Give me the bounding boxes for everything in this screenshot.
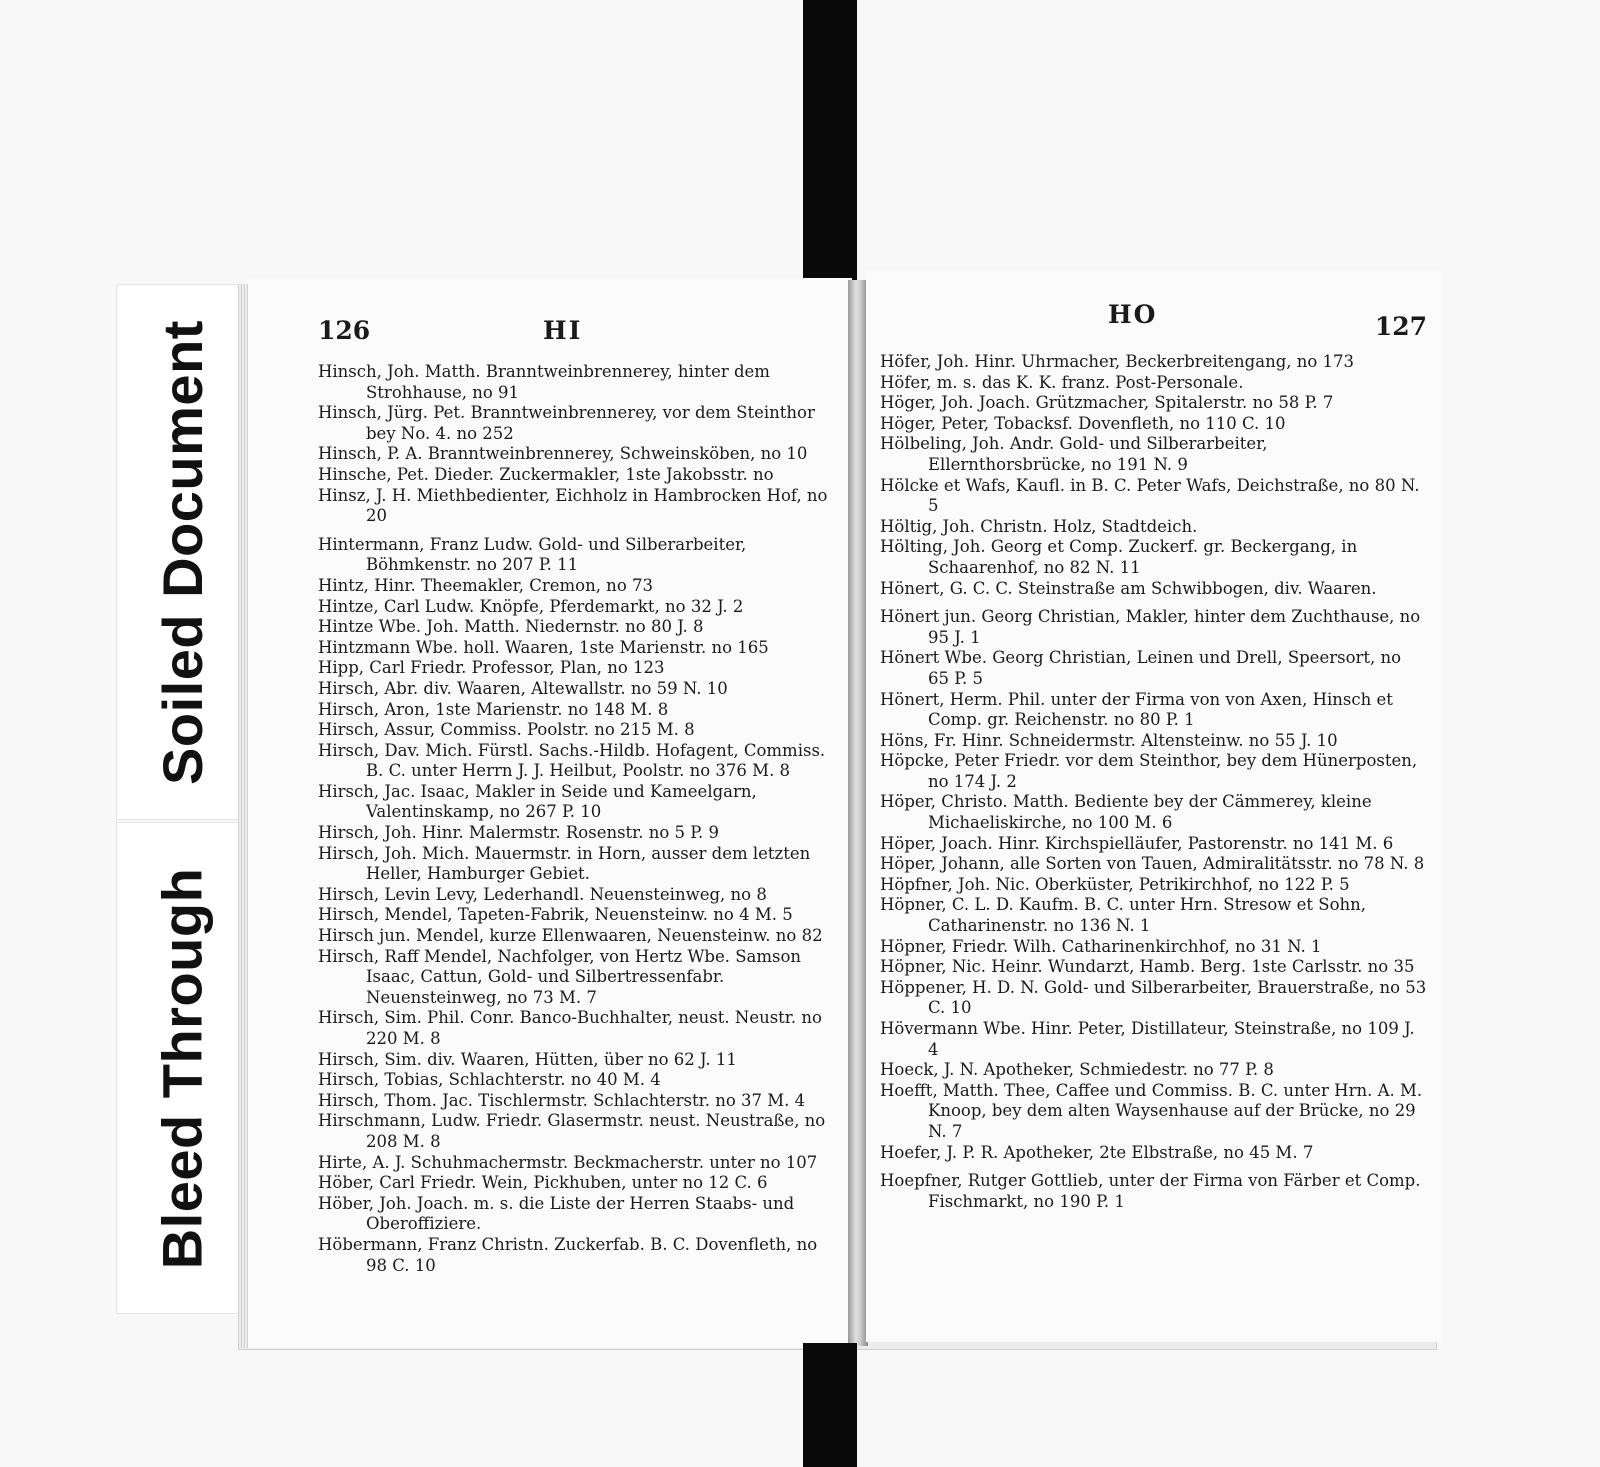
directory-entry: Höfer, Joh. Hinr. Uhrmacher, Beckerbreitengang, no 173 [880,352,1355,371]
right-page-number: 127 [1374,312,1427,341]
directory-entry: Hinsz, J. H. Miethbedienter, Eichholz in Hambrocken Hof, no 20 [318,485,828,526]
directory-entry: Hinsche, Pet. Dieder. Zuckermakler, 1ste Jakobsstr. no [318,464,774,484]
directory-entry: Hinsch, Joh. Matth. Branntweinbrennerey, hinter dem Strohhause, no 91 [318,362,770,402]
directory-entry: Höber, Joh. Joach. m. s. die Liste der Herren Staabs- und Oberoffiziere. [318,1193,795,1234]
right-running-head: HO [1108,300,1158,329]
directory-entry: Hinsch, P. A. Branntweinbrennerey, Schweinsköben, no 10 [318,444,808,464]
directory-entry: Hintze, Carl Ludw. Knöpfe, Pferdemarkt, no 32 J. 2 [318,596,744,616]
bleed-through-text: Bleed Through [150,867,214,1269]
left-page-header [318,316,838,360]
directory-entry: Hirsch, Sim. div. Waaren, Hütten, über no 62 J. 11 [318,1049,737,1069]
directory-entry: Höper, Johann, alle Sorten von Tauen, Admiralitätsstr. no 78 N. 8 [880,854,1425,874]
bleed-through-label [116,822,248,1314]
directory-entry: Hirsch, Mendel, Tapeten-Fabrik, Neuensteinw. no 4 M. 5 [318,905,793,925]
left-running-head: HI [543,316,583,345]
left-page-number: 126 [318,316,371,345]
directory-entry: Hirsch, Abr. div. Waaren, Altewallstr. no 59 N. 10 [318,678,728,698]
directory-entry: Hoefer, J. P. R. Apotheker, 2te Elbstraße, no 45 M. 7 [880,1142,1314,1162]
soiled-document-label [116,284,248,820]
directory-entry: Hirsch, Joh. Hinr. Malermstr. Rosenstr. no 5 P. 9 [318,823,720,843]
directory-entry: Hönert, Herm. Phil. unter der Firma von von Axen, Hinsch et Comp. gr. Reichenstr. no 80 P. 1 [880,689,1393,730]
binding-clip-top [803,0,857,280]
directory-entry: Höpfner, Joh. Nic. Oberküster, Petrikirchhof, no 122 P. 5 [880,874,1350,894]
binding-clip-bottom [803,1343,857,1467]
directory-entry: Hirsch, Aron, 1ste Marienstr. no 148 M. 8 [318,699,669,719]
directory-entry: Hirsch, Assur, Commiss. Poolstr. no 215 M. 8 [318,720,695,740]
directory-entry: Hirsch, Jac. Isaac, Makler in Seide und Kameelgarn, Valentinskamp, no 267 P. 10 [318,781,757,822]
directory-entry: Hoepfner, Rutger Gottlieb, unter der Firma von Färber et Comp. Fischmarkt, no 190 P. 1 [880,1171,1421,1211]
directory-entry: Höber, Carl Friedr. Wein, Pickhuben, unter no 12 C. 6 [318,1173,768,1193]
directory-entry: Höger, Peter, Tobacksf. Dovenfleth, no 110 C. 10 [880,413,1286,433]
directory-entry: Höppener, H. D. N. Gold- und Silberarbeiter, Brauerstraße, no 53 C. 10 [880,977,1427,1018]
directory-entry: Hönert Wbe. Georg Christian, Leinen und Drell, Speersort, no 65 P. 5 [880,648,1402,688]
directory-entry: Hönert, G. C. C. Steinstraße am Schwibbogen, div. Waaren. [880,578,1377,598]
directory-entry: Hirsch, Sim. Phil. Conr. Banco-Buchhalter, neust. Neustr. no 220 M. 8 [318,1008,822,1048]
directory-entry: Hirsch, Levin Levy, Lederhandl. Neuensteinweg, no 8 [318,884,767,904]
directory-entry: Hirsch, Thom. Jac. Tischlermstr. Schlachterstr. no 37 M. 4 [318,1090,806,1110]
directory-entry: Hölcke et Wafs, Kaufl. in B. C. Peter Wafs, Deichstraße, no 80 N. 5 [880,475,1420,516]
directory-entry: Hirsch, Joh. Mich. Mauermstr. in Horn, ausser dem letzten Heller, Hamburger Gebiet. [318,843,811,884]
directory-entry: Hölting, Joh. Georg et Comp. Zuckerf. gr. Beckergang, in Schaarenhof, no 82 N. 11 [880,537,1358,577]
directory-entry: Hirschmann, Ludw. Friedr. Glasermstr. neust. Neustraße, no 208 M. 8 [318,1111,826,1151]
directory-entry: Hoeck, J. N. Apotheker, Schmiedestr. no 77 P. 8 [880,1060,1274,1080]
directory-entry: Hintermann, Franz Ludw. Gold- und Silberarbeiter, Böhmkenstr. no 207 P. 11 [318,534,747,575]
directory-entry: Höpner, C. L. D. Kaufm. B. C. unter Hrn. Stresow et Sohn, Catharinenstr. no 136 N. 1 [880,895,1367,936]
soiled-document-text: Soiled Document [150,319,214,785]
right-page [866,270,1441,1342]
directory-entry: Höbermann, Franz Christn. Zuckerfab. B. C. Dovenfleth, no 98 C. 10 [318,1234,818,1275]
directory-entry: Höper, Joach. Hinr. Kirchspielläufer, Pastorenstr. no 141 M. 6 [880,833,1394,853]
directory-entry: Höfer, m. s. das K. K. franz. Post-Personale. [880,372,1244,392]
directory-entry: Hirsch, Tobias, Schlachterstr. no 40 M. 4 [318,1070,661,1090]
directory-entry: Höpner, Nic. Heinr. Wundarzt, Hamb. Berg. 1ste Carlsstr. no 35 [880,957,1415,977]
directory-entry: Höltig, Joh. Christn. Holz, Stadtdeich. [880,516,1198,536]
directory-entry: Hintze Wbe. Joh. Matth. Niedernstr. no 80 J. 8 [318,617,704,637]
directory-entry: Hintz, Hinr. Theemakler, Cremon, no 73 [318,575,653,595]
directory-entry: Hinsch, Jürg. Pet. Branntweinbrennerey, vor dem Steinthor bey No. 4. no 252 [318,403,815,443]
directory-entry: Hönert jun. Georg Christian, Makler, hinter dem Zuchthause, no 95 J. 1 [880,607,1421,647]
directory-entry: Hirsch, Raff Mendel, Nachfolger, von Hertz Wbe. Samson Isaac, Cattun, Gold- und Silbertressenfabr. Neuensteinweg, no 73 M. 7 [318,946,802,1007]
directory-entry: Höpcke, Peter Friedr. vor dem Steinthor, bey dem Hünerposten, no 174 J. 2 [880,751,1418,791]
left-page [248,278,852,1348]
directory-entry: Hirsch, Dav. Mich. Fürstl. Sachs.-Hildb. Hofagent, Commiss. B. C. unter Herrn J. J. Heilbut, Poolstr. no 376 M. 8 [318,740,826,781]
directory-entry: Höns, Fr. Hinr. Schneidermstr. Altensteinw. no 55 J. 10 [880,730,1338,750]
left-entry-list [318,362,838,1276]
directory-entry: Hirsch jun. Mendel, kurze Ellenwaaren, Neuensteinw. no 82 [318,926,823,946]
right-page-header [880,300,1427,350]
directory-entry: Hövermann Wbe. Hinr. Peter, Distillateur, Steinstraße, no 109 J. 4 [880,1019,1415,1059]
directory-entry: Hölbeling, Joh. Andr. Gold- und Silberarbeiter, Ellernthorsbrücke, no 191 N. 9 [880,434,1268,474]
right-entry-list [880,352,1427,1212]
book-gutter [848,280,868,1346]
directory-entry: Höper, Christo. Matth. Bediente bey der Cämmerey, kleine Michaeliskirche, no 100 M. 6 [880,792,1372,833]
directory-entry: Höger, Joh. Joach. Grützmacher, Spitalerstr. no 58 P. 7 [880,393,1334,413]
directory-entry: Hipp, Carl Friedr. Professor, Plan, no 123 [318,658,665,678]
directory-entry: Hoefft, Matth. Thee, Caffee und Commiss. B. C. unter Hrn. A. M. Knoop, bey dem alten Waysenhause auf der Brücke, no 29 N. 7 [880,1080,1423,1141]
directory-entry: Hirte, A. J. Schuhmachermstr. Beckmacherstr. unter no 107 [318,1152,818,1172]
directory-entry: Hintzmann Wbe. holl. Waaren, 1ste Marienstr. no 165 [318,637,769,657]
directory-entry: Höpner, Friedr. Wilh. Catharinenkirchhof, no 31 N. 1 [880,936,1322,956]
